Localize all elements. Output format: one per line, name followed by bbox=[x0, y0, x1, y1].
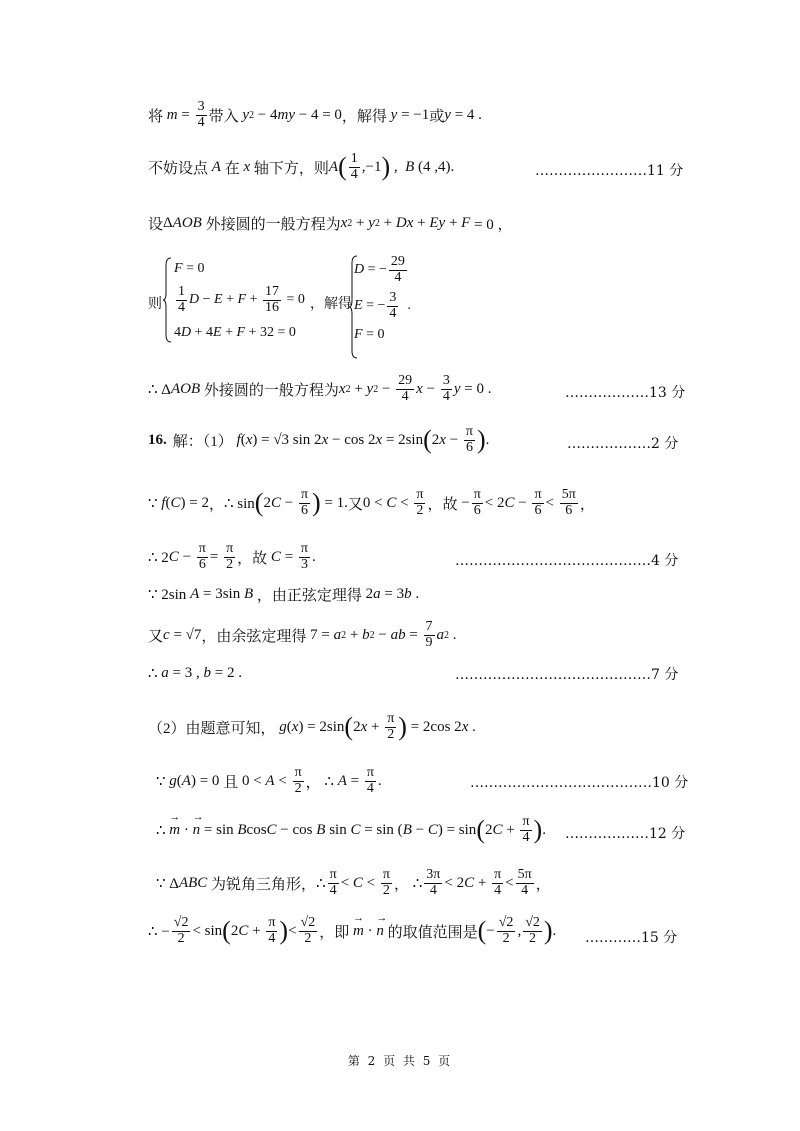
line-f-of-c: ∵ f ( C ) = 2 ， ∴ sin ( 2 C − $\frac{\pi}{6}$ ) = 1. 又 0 < C < $\frac{\pi}{2}$ ，故 − $\frac{\pi}{6}$ < 2 C − $\frac{\pi}{6}$ < $\frac{5\pi}{6}$ ， bbox=[148, 487, 595, 518]
line-acute-triangle: ∵ Δ ABC 为锐角三角形， ∴ $\frac{\pi}{4}$ < C < $\frac{\pi}{2}$ ， ∴ $\frac{3\pi}{4}$ < 2 C + $\frac{\pi}{4}$ < $\frac{5\pi}{4}$ ， bbox=[156, 867, 551, 898]
line-g-of-a: ∵ g ( A ) = 0 且 0 < A < $\frac{\pi}{2}$ ， ∴ A = $\frac{\pi}{4}$ . bbox=[156, 765, 382, 796]
score-12: ………………12 分 bbox=[565, 826, 686, 842]
text: ，由正弦定理得 bbox=[256, 588, 362, 604]
page-footer: 第 2 页 共 5 页 bbox=[347, 1054, 453, 1068]
line-range-result: ∴ − $\frac{√2}{2}$ < sin ( 2 C + $\frac{\pi}{4}$ ) < $\frac{√2}{2}$ ，即 → m · → n 的取值范围是 ( − $\frac{√2}{2}$ , $\frac{√2}{2}$ ) . bbox=[148, 916, 556, 946]
fraction: $\frac{3}{4}$ bbox=[197, 99, 205, 130]
text: ，由余弦定理得 bbox=[201, 628, 307, 645]
text: 又 bbox=[148, 628, 164, 645]
score-2: ………………2 分 bbox=[567, 436, 679, 452]
text: 将 bbox=[148, 108, 164, 125]
text: 则 bbox=[148, 297, 162, 312]
text: 的取值范围是 bbox=[387, 924, 478, 941]
line-substitute-m: 将 m = $\frac{3}{4}$ 带入 y 2 − 4 my − 4 = 0 ，解得 y = −1 或 y = 4 . bbox=[148, 99, 482, 130]
line-sine-law: ∵ 2sin A = 3sin B ，由正弦定理得 2 a = 3 b . bbox=[148, 586, 420, 604]
text: 或 bbox=[429, 108, 445, 125]
text: ，故 bbox=[427, 496, 458, 513]
text: ， bbox=[393, 876, 409, 893]
text: ，解得 bbox=[310, 297, 352, 312]
text: ， bbox=[208, 496, 224, 513]
text: 带入 bbox=[208, 108, 239, 125]
text: 又 bbox=[347, 496, 363, 513]
text: 为锐角三角形， bbox=[211, 876, 317, 893]
problem-number: 16. bbox=[148, 431, 167, 448]
score-10: …………………………………10 分 bbox=[470, 775, 689, 791]
text: ，解得 bbox=[341, 108, 387, 125]
line-cosine-law: 又 c = √7 ，由余弦定理得 7 = a 2 + b 2 − ab = $\frac{7}{9}$ a 2 . bbox=[148, 619, 457, 650]
equation-system: 则 F = 0 $\frac{1}{4}$ D − E + F + $\frac{17}{16}$ = 0 4D + 4E + F + 32 = 0 ，解得 D = − $\frac{29}{4}$ E = − $\frac{3}{4}$ . F = 0 bbox=[148, 255, 568, 365]
line-circle-result: ∴ Δ AOB 外接圆的一般方程为 x 2 + y 2 − $\frac{29}{4}$ x − $\frac{3}{4}$ y = 0 . bbox=[148, 373, 492, 404]
text: 且 bbox=[223, 774, 239, 791]
problem-16-part1: 16. 解：（1） f ( x ) = √3 sin 2 x − cos 2 x = 2sin ( 2 x − $\frac{\pi}{6}$ ) . bbox=[148, 424, 490, 455]
problem-16-part2: （2）由题意可知， g ( x ) = 2sin ( 2 x + $\frac{\pi}{2}$ ) = 2cos 2 x . bbox=[148, 711, 476, 742]
text: ， bbox=[305, 774, 321, 791]
text: 轴下方，则 bbox=[253, 160, 329, 177]
text: （2）由题意可知， bbox=[148, 720, 276, 737]
score-15: …………15 分 bbox=[585, 930, 678, 946]
score-7: ……………………………………7 分 bbox=[455, 667, 679, 683]
text: 外接圆的一般方程为 bbox=[203, 382, 339, 399]
text: 外接圆的一般方程为 bbox=[205, 217, 341, 233]
line-dot-product: ∴ → m · → n = sin B cos C − cos B sin C = sin ( B − C ) = sin ( 2 C + $\frac{\pi}{4}$ ) . bbox=[156, 815, 546, 845]
text: 解：（1） bbox=[172, 433, 233, 450]
text: 不妨设点 bbox=[148, 160, 209, 177]
text: ，故 bbox=[237, 550, 268, 567]
score-13: ………………13 分 bbox=[565, 385, 686, 401]
line-circle-equation: 设 Δ AOB 外接圆的一般方程为 x 2 + y 2 + Dx + Ey + F = 0 ， bbox=[148, 215, 513, 233]
text: ，即 bbox=[319, 924, 350, 941]
score-11: ……………………11 分 bbox=[535, 163, 684, 179]
text: 设 bbox=[148, 217, 164, 233]
score-4: ……………………………………4 分 bbox=[455, 553, 679, 569]
line-ab-values: ∴ a = 3 , b = 2 . bbox=[148, 665, 242, 682]
line-c-value: ∴ 2 C − $\frac{\pi}{6}$ = $\frac{\pi}{2}$ ，故 C = $\frac{\pi}{3}$ . bbox=[148, 541, 316, 572]
text: 在 bbox=[224, 160, 240, 177]
line-point-a: 不妨设点 A 在 x 轴下方，则 A ( $\frac{1}{4}$ ,−1 ) , B (4 ,4). bbox=[148, 151, 455, 182]
left-brace-icon bbox=[162, 257, 172, 343]
